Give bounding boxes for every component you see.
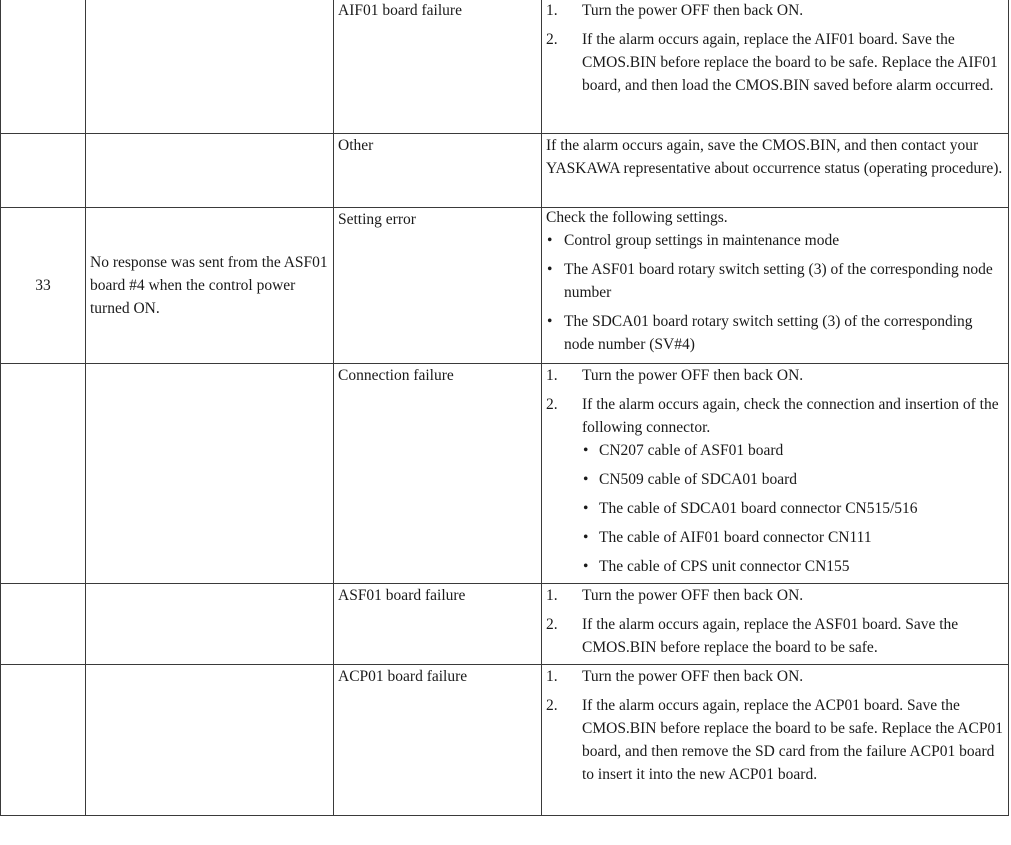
cause-cell: ASF01 board failure xyxy=(334,584,542,665)
remedy-cell xyxy=(542,134,1009,208)
list-item-text: The cable of CPS unit connector CN155 xyxy=(599,558,850,575)
alarm-number-cell xyxy=(1,364,86,584)
remedy-cell xyxy=(542,665,1009,816)
step-text: Turn the power OFF then back ON. xyxy=(582,367,804,384)
bullet-icon: • xyxy=(583,471,589,488)
list-item-text: The cable of AIF01 board connector CN111 xyxy=(599,529,872,546)
table-row xyxy=(1,0,1009,134)
alarm-description-cell xyxy=(86,364,334,584)
table-row xyxy=(1,665,1009,816)
bullet-icon: • xyxy=(583,500,589,517)
bullet-icon: • xyxy=(583,558,589,575)
list-item xyxy=(546,229,1004,252)
step-number: 1. xyxy=(546,2,558,19)
step-text: Turn the power OFF then back ON. xyxy=(582,587,804,604)
alarm-description-cell: No response was sent from the ASF01 board #4 when the control power turned ON. xyxy=(86,208,334,364)
step-number: 2. xyxy=(546,31,558,48)
alarm-description-cell xyxy=(86,584,334,665)
step-number: 2. xyxy=(546,616,558,633)
list-item xyxy=(546,258,1004,304)
remedy-steps xyxy=(546,364,1004,578)
bullet-icon: • xyxy=(583,529,589,546)
remedy-steps xyxy=(546,584,1004,659)
bullet-icon: • xyxy=(547,232,553,249)
cause-cell: AIF01 board failure xyxy=(334,0,542,134)
step-text: If the alarm occurs again, replace the ACP01 board. Save the CMOS.BIN before replace the board to be safe. Replace the ACP01 board, and then remove the SD card from the failure ACP01 board to insert it into the new ACP01 board. xyxy=(582,697,1003,783)
remedy-cell xyxy=(542,208,1009,364)
alarm-number-cell xyxy=(1,665,86,816)
remedy-step xyxy=(546,584,1004,607)
step-text: Turn the power OFF then back ON. xyxy=(582,2,804,19)
step-text: If the alarm occurs again, check the connection and insertion of the following connector. xyxy=(582,396,999,436)
alarm-number-cell: 33 xyxy=(1,208,86,364)
remedy-intro: Check the following settings. xyxy=(546,209,728,226)
bullet-icon: • xyxy=(547,261,553,278)
remedy-steps xyxy=(546,665,1004,786)
step-text: If the alarm occurs again, replace the AIF01 board. Save the CMOS.BIN before replace the board to be safe. Replace the AIF01 board, and then load the CMOS.BIN saved before alarm occurred. xyxy=(582,31,998,94)
bullet-icon: • xyxy=(547,313,553,330)
step-number: 1. xyxy=(546,587,558,604)
list-item xyxy=(582,497,1004,520)
list-item xyxy=(582,555,1004,578)
step-number: 1. xyxy=(546,367,558,384)
step-number: 2. xyxy=(546,396,558,413)
list-item xyxy=(546,310,1004,356)
table-row xyxy=(1,134,1009,208)
remedy-step xyxy=(546,0,1004,22)
alarm-number-cell xyxy=(1,134,86,208)
table-row xyxy=(1,208,1009,364)
remedy-cell xyxy=(542,584,1009,665)
list-item-text: The SDCA01 board rotary switch setting (3) of the corresponding node number (SV#4) xyxy=(564,313,973,353)
list-item-text: CN207 cable of ASF01 board xyxy=(599,442,784,459)
remedy-step xyxy=(546,28,1004,97)
step-text: If the alarm occurs again, replace the ASF01 board. Save the CMOS.BIN before replace the board to be safe. xyxy=(582,616,959,656)
connector-list xyxy=(582,439,1004,578)
cause-cell: Setting error xyxy=(334,208,542,364)
remedy-steps xyxy=(546,0,1004,97)
alarm-description-cell xyxy=(86,0,334,134)
remedy-step xyxy=(546,613,1004,659)
remedy-step xyxy=(546,665,1004,688)
remedy-step xyxy=(546,364,1004,387)
list-item xyxy=(582,526,1004,549)
list-item-text: CN509 cable of SDCA01 board xyxy=(599,471,798,488)
remedy-step xyxy=(546,694,1004,786)
alarm-description-cell xyxy=(86,134,334,208)
alarm-number-cell xyxy=(1,584,86,665)
remedy-cell xyxy=(542,0,1009,134)
remedy-step xyxy=(546,393,1004,578)
list-item-text: Control group settings in maintenance mode xyxy=(564,232,840,249)
cause-cell: Connection failure xyxy=(334,364,542,584)
list-item xyxy=(582,439,1004,462)
remedy-text: If the alarm occurs again, save the CMOS.BIN, and then contact your YASKAWA representative about occurrence status (operating procedure). xyxy=(546,137,1003,177)
step-text: Turn the power OFF then back ON. xyxy=(582,668,804,685)
list-item-text: The cable of SDCA01 board connector CN515/516 xyxy=(599,500,918,517)
table-row xyxy=(1,364,1009,584)
settings-list xyxy=(546,229,1004,356)
list-item xyxy=(582,468,1004,491)
alarm-description-cell xyxy=(86,665,334,816)
cause-cell: Other xyxy=(334,134,542,208)
step-number: 1. xyxy=(546,668,558,685)
alarm-number-cell xyxy=(1,0,86,134)
cause-cell: ACP01 board failure xyxy=(334,665,542,816)
table-row xyxy=(1,584,1009,665)
step-number: 2. xyxy=(546,697,558,714)
list-item-text: The ASF01 board rotary switch setting (3) of the corresponding node number xyxy=(564,261,993,301)
bullet-icon: • xyxy=(583,442,589,459)
remedy-cell xyxy=(542,364,1009,584)
